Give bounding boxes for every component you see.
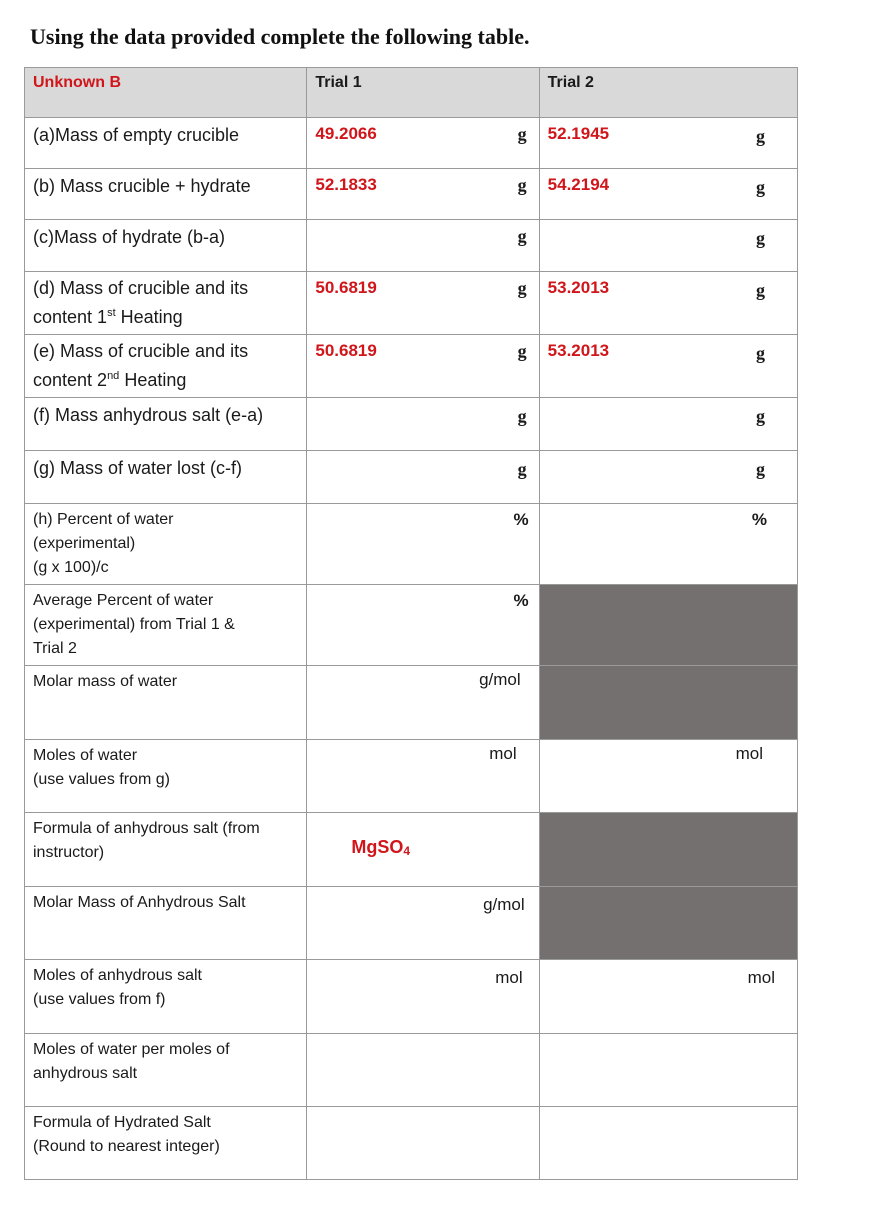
trial1-cell[interactable] [307, 398, 539, 451]
trial2-value: 53.2013 [547, 341, 610, 360]
data-table [24, 67, 798, 1180]
row-label: (h) Percent of water (experimental) (g x 100)/c [33, 511, 174, 576]
unit-label: g [756, 459, 765, 479]
unit-label: g [756, 177, 765, 197]
unit-label: g [756, 343, 765, 363]
trial1-cell[interactable] [307, 220, 539, 272]
unit-label: mol [747, 968, 775, 987]
unit-label: g [517, 226, 527, 246]
row-label: (f) Mass anhydrous salt (e-a) [33, 405, 264, 425]
trial1-cell[interactable] [307, 960, 539, 1034]
table-row [25, 398, 798, 451]
shaded-cell [539, 887, 797, 960]
header-trial2: Trial 2 [547, 74, 594, 91]
header-trial1: Trial 1 [315, 74, 362, 91]
table-row [25, 504, 798, 585]
unit-label: g [756, 126, 765, 146]
table-row [25, 1034, 798, 1107]
trial2-cell[interactable] [539, 272, 797, 335]
trial1-cell[interactable] [307, 272, 539, 335]
table-row [25, 272, 798, 335]
trial2-cell[interactable] [539, 335, 797, 398]
trial2-cell[interactable] [539, 740, 797, 813]
trial2-value: 53.2013 [547, 278, 610, 297]
trial1-cell[interactable] [307, 1034, 539, 1107]
trial1-cell[interactable] [307, 118, 539, 169]
anhydrous-formula: MgSO$_4$ [351, 837, 411, 858]
table-row [25, 169, 798, 220]
row-label: (e) Mass of crucible and its content 2nd Heating [33, 341, 249, 390]
trial1-cell[interactable] [307, 1107, 539, 1180]
row-label: Formula of anhydrous salt (from instructor) [33, 820, 260, 861]
unit-label: g [756, 280, 765, 300]
unit-label: g [517, 278, 527, 298]
unit-label: mol [735, 744, 763, 763]
trial1-cell[interactable] [307, 740, 539, 813]
trial2-cell[interactable] [539, 398, 797, 451]
unit-label: g [517, 175, 527, 195]
trial2-cell[interactable] [539, 451, 797, 504]
row-label: (g) Mass of water lost (c-f) [33, 458, 243, 478]
row-label: Moles of anhydrous salt (use values from f) [33, 967, 202, 1008]
table-row [25, 813, 798, 887]
table-row [25, 740, 798, 813]
unit-label: mol [495, 968, 523, 987]
row-label: (c)Mass of hydrate (b-a) [33, 227, 226, 247]
table-row [25, 960, 798, 1034]
trial1-value: 50.6819 [315, 278, 377, 297]
trial1-cell[interactable] [307, 585, 539, 666]
shaded-cell [539, 585, 797, 666]
table-row [25, 335, 798, 398]
unit-label: % [513, 510, 529, 529]
unit-label: g/mol [479, 670, 521, 689]
row-label: Moles of water (use values from g) [33, 747, 170, 788]
trial1-cell[interactable] [307, 504, 539, 585]
unit-label: g [517, 406, 527, 426]
table-row [25, 118, 798, 169]
unit-label: g [517, 459, 527, 479]
table-row [25, 887, 798, 960]
table-row [25, 666, 798, 740]
shaded-cell [539, 813, 797, 887]
header-row [25, 68, 798, 118]
table-row [25, 451, 798, 504]
unit-label: % [751, 510, 767, 529]
row-label: Moles of water per moles of anhydrous salt [33, 1041, 230, 1082]
trial2-cell[interactable] [539, 504, 797, 585]
unit-label: g [756, 228, 765, 248]
trial1-cell[interactable] [307, 813, 539, 887]
trial2-cell[interactable] [539, 960, 797, 1034]
row-label: Molar Mass of Anhydrous Salt [33, 894, 246, 911]
trial1-cell[interactable] [307, 666, 539, 740]
trial2-cell[interactable] [539, 220, 797, 272]
unit-label: % [513, 591, 529, 610]
row-label: (b) Mass crucible + hydrate [33, 176, 251, 196]
table-row [25, 220, 798, 272]
trial2-cell[interactable] [539, 1034, 797, 1107]
trial2-cell[interactable] [539, 169, 797, 220]
page-title: Using the data provided complete the following table. [30, 24, 530, 49]
trial1-cell[interactable] [307, 887, 539, 960]
unit-label: mol [489, 744, 517, 763]
trial2-value: 54.2194 [547, 175, 610, 194]
unit-label: g [756, 406, 765, 426]
trial1-cell[interactable] [307, 169, 539, 220]
shaded-cell [539, 666, 797, 740]
row-label: Molar mass of water [33, 673, 178, 690]
trial1-value: 52.1833 [315, 175, 377, 194]
row-label: (d) Mass of crucible and its content 1st Heating [33, 278, 249, 327]
unit-label: g [517, 124, 527, 144]
unit-label: g [517, 341, 527, 361]
trial2-value: 52.1945 [547, 124, 610, 143]
row-label: Average Percent of water (experimental) from Trial 1 & Trial 2 [33, 592, 235, 657]
trial2-cell[interactable] [539, 1107, 797, 1180]
trial1-cell[interactable] [307, 451, 539, 504]
header-unknown-label: Unknown B [33, 74, 121, 91]
trial1-cell[interactable] [307, 335, 539, 398]
trial2-cell[interactable] [539, 118, 797, 169]
row-label: (a)Mass of empty crucible [33, 125, 240, 145]
trial1-value: 50.6819 [315, 341, 377, 360]
table-row [25, 1107, 798, 1180]
table-row [25, 585, 798, 666]
trial1-value: 49.2066 [315, 124, 377, 143]
unit-label: g/mol [483, 895, 525, 914]
row-label: Formula of Hydrated Salt (Round to nearest integer) [33, 1114, 220, 1155]
